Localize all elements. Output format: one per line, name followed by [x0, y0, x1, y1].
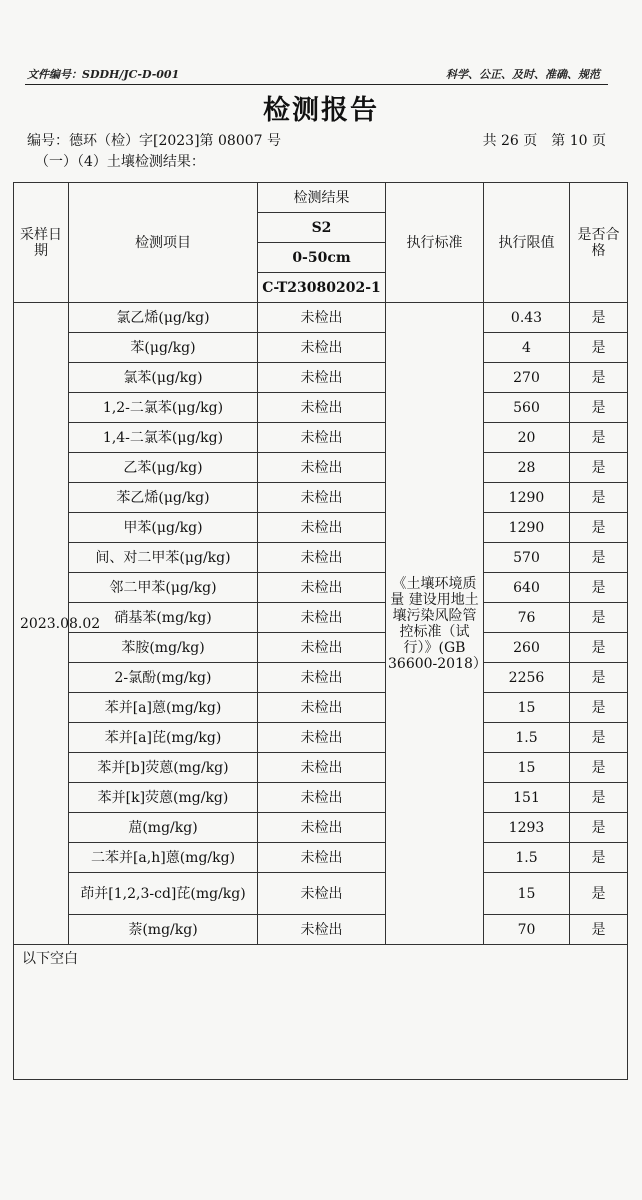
test-item: 甲苯(μg/kg) — [69, 513, 258, 543]
test-result: 未检出 — [258, 813, 386, 843]
test-result: 未检出 — [258, 603, 386, 633]
table-row — [14, 753, 628, 783]
test-item: 乙苯(μg/kg) — [69, 453, 258, 483]
limit-value: 4 — [484, 333, 570, 363]
table-row — [14, 393, 628, 423]
limit-value: 20 — [484, 423, 570, 453]
test-result: 未检出 — [258, 393, 386, 423]
file-number: 文件编号：SDDH/JC-D-001 — [27, 68, 180, 81]
pass-status: 是 — [570, 363, 628, 393]
table-row — [14, 693, 628, 723]
test-result: 未检出 — [258, 783, 386, 813]
test-result: 未检出 — [258, 843, 386, 873]
header-depth: 0-50cm — [258, 243, 386, 273]
pass-status: 是 — [570, 783, 628, 813]
header-limit: 执行限值 — [484, 183, 570, 303]
pass-status: 是 — [570, 663, 628, 693]
header-standard: 执行标准 — [386, 183, 484, 303]
page-title: 检测报告 — [263, 95, 379, 126]
limit-value: 15 — [484, 873, 570, 915]
pass-status: 是 — [570, 633, 628, 663]
pass-status: 是 — [570, 843, 628, 873]
pass-status: 是 — [570, 333, 628, 363]
limit-value: 1290 — [484, 513, 570, 543]
table-row — [14, 483, 628, 513]
limit-value: 15 — [484, 693, 570, 723]
header-sample-id: C-T23080202-1 — [258, 273, 386, 303]
test-result: 未检出 — [258, 573, 386, 603]
table-row — [14, 843, 628, 873]
sampling-date: 2023.08.02 — [14, 303, 69, 945]
execution-standard: 《土壤环境质量 建设用地土壤污染风险管控标准（试行）》(GB 36600-2018） — [386, 303, 484, 945]
limit-value: 560 — [484, 393, 570, 423]
table-row — [14, 543, 628, 573]
test-item: 氯乙烯(μg/kg) — [69, 303, 258, 333]
test-item: 萘(mg/kg) — [69, 915, 258, 945]
limit-value: 2256 — [484, 663, 570, 693]
limit-value: 1293 — [484, 813, 570, 843]
section-heading: （一）（4）土壤检测结果： — [35, 154, 205, 170]
test-result: 未检出 — [258, 483, 386, 513]
test-result: 未检出 — [258, 915, 386, 945]
pass-status: 是 — [570, 603, 628, 633]
limit-value: 0.43 — [484, 303, 570, 333]
pass-status: 是 — [570, 513, 628, 543]
limit-value: 270 — [484, 363, 570, 393]
table-row — [14, 363, 628, 393]
remarks: 以下空白 — [14, 945, 628, 1080]
test-item: 茚并[1,2,3-cd]芘(mg/kg) — [69, 873, 258, 915]
pass-status: 是 — [570, 723, 628, 753]
remarks-row — [14, 945, 628, 1080]
limit-value: 640 — [484, 573, 570, 603]
pass-status: 是 — [570, 753, 628, 783]
pass-status: 是 — [570, 693, 628, 723]
table-row — [14, 813, 628, 843]
pass-status: 是 — [570, 423, 628, 453]
header-sampling-date: 采样日期 — [14, 183, 69, 303]
test-item: 二苯并[a,h]蒽(mg/kg) — [69, 843, 258, 873]
results-table — [13, 182, 628, 1080]
test-item: 苯乙烯(μg/kg) — [69, 483, 258, 513]
test-result: 未检出 — [258, 663, 386, 693]
header-point: S2 — [258, 213, 386, 243]
table-row — [14, 453, 628, 483]
pass-status: 是 — [570, 813, 628, 843]
test-item: 苯并[a]芘(mg/kg) — [69, 723, 258, 753]
table-row — [14, 723, 628, 753]
test-result: 未检出 — [258, 333, 386, 363]
page-count: 共 26 页 第 10 页 — [482, 133, 606, 149]
limit-value: 15 — [484, 753, 570, 783]
table-row — [14, 663, 628, 693]
limit-value: 70 — [484, 915, 570, 945]
pass-status: 是 — [570, 915, 628, 945]
test-result: 未检出 — [258, 633, 386, 663]
limit-value: 28 — [484, 453, 570, 483]
test-result: 未检出 — [258, 543, 386, 573]
test-item: 间、对二甲苯(μg/kg) — [69, 543, 258, 573]
table-row — [14, 915, 628, 945]
test-item: 硝基苯(mg/kg) — [69, 603, 258, 633]
test-item: 邻二甲苯(μg/kg) — [69, 573, 258, 603]
test-result: 未检出 — [258, 873, 386, 915]
table-row — [14, 513, 628, 543]
test-item: 苯并[b]荧蒽(mg/kg) — [69, 753, 258, 783]
table-row — [14, 423, 628, 453]
table-row — [14, 873, 628, 915]
pass-status: 是 — [570, 573, 628, 603]
table-row — [14, 783, 628, 813]
limit-value: 76 — [484, 603, 570, 633]
header-divider — [25, 84, 608, 85]
test-item: 氯苯(μg/kg) — [69, 363, 258, 393]
test-item: 1,2-二氯苯(μg/kg) — [69, 393, 258, 423]
limit-value: 260 — [484, 633, 570, 663]
pass-status: 是 — [570, 873, 628, 915]
limit-value: 1.5 — [484, 843, 570, 873]
table-row — [14, 303, 628, 333]
test-result: 未检出 — [258, 693, 386, 723]
test-item: 2-氯酚(mg/kg) — [69, 663, 258, 693]
pass-status: 是 — [570, 393, 628, 423]
pass-status: 是 — [570, 543, 628, 573]
header-pass: 是否合格 — [570, 183, 628, 303]
table-row — [14, 573, 628, 603]
test-item: 䓛(mg/kg) — [69, 813, 258, 843]
limit-value: 151 — [484, 783, 570, 813]
test-result: 未检出 — [258, 423, 386, 453]
limit-value: 1.5 — [484, 723, 570, 753]
test-item: 1,4-二氯苯(μg/kg) — [69, 423, 258, 453]
header-test-item: 检测项目 — [69, 183, 258, 303]
limit-value: 1290 — [484, 483, 570, 513]
motto: 科学、公正、及时、准确、规范 — [446, 68, 600, 81]
test-item: 苯并[k]荧蒽(mg/kg) — [69, 783, 258, 813]
test-result: 未检出 — [258, 753, 386, 783]
pass-status: 是 — [570, 453, 628, 483]
test-result: 未检出 — [258, 453, 386, 483]
table-row — [14, 333, 628, 363]
test-item: 苯胺(mg/kg) — [69, 633, 258, 663]
table-row — [14, 603, 628, 633]
table-row — [14, 633, 628, 663]
pass-status: 是 — [570, 483, 628, 513]
header-test-result: 检测结果 — [258, 183, 386, 213]
test-result: 未检出 — [258, 303, 386, 333]
test-result: 未检出 — [258, 363, 386, 393]
test-result: 未检出 — [258, 513, 386, 543]
report-number: 编号：德环（检）字[2023]第 08007 号 — [27, 133, 281, 149]
limit-value: 570 — [484, 543, 570, 573]
pass-status: 是 — [570, 303, 628, 333]
test-result: 未检出 — [258, 723, 386, 753]
test-item: 苯(μg/kg) — [69, 333, 258, 363]
test-item: 苯并[a]蒽(mg/kg) — [69, 693, 258, 723]
